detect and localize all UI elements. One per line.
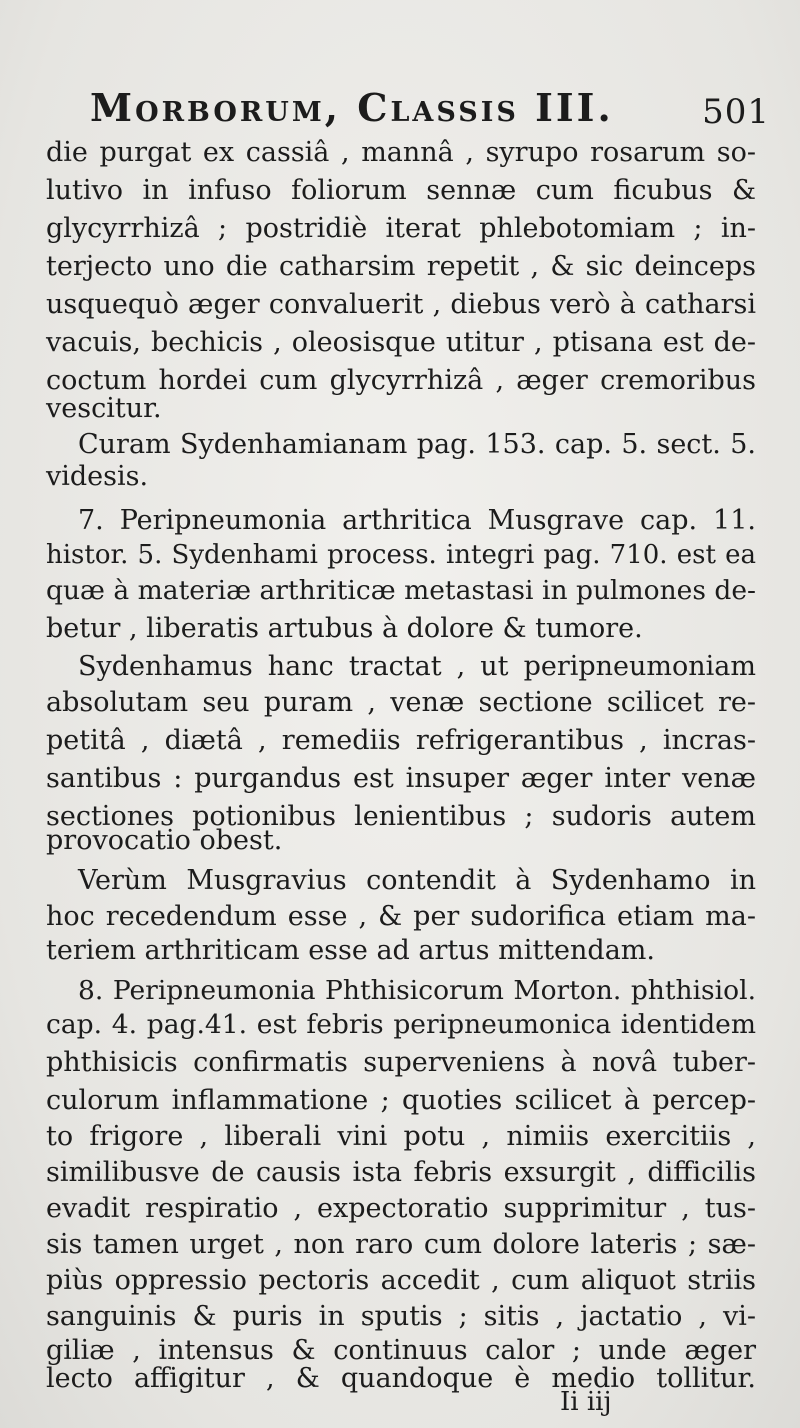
text-line: evadit respiratio , expectoratio supprimitur , tus- xyxy=(46,1193,756,1224)
text-line: santibus : purgandus est insuper æger inter venæ xyxy=(46,763,756,794)
text-line: 7. Peripneumonia arthritica Musgrave cap. 11. xyxy=(78,505,756,536)
text-line: betur , liberatis artubus à dolore & tumore. xyxy=(46,613,643,644)
text-line: die purgat ex cassiâ , mannâ , syrupo rosarum so- xyxy=(46,137,756,168)
text-line: vacuis, bechicis , oleosisque utitur , ptisana est de- xyxy=(46,327,756,358)
text-line: 8. Peripneumonia Phthisicorum Morton. phthisiol. xyxy=(78,975,756,1006)
text-line: similibusve de causis ista febris exsurgit , difficilis xyxy=(46,1157,756,1188)
running-header xyxy=(90,80,770,136)
text-line: Verùm Musgravius contendit à Sydenhamo in xyxy=(78,865,756,896)
text-line: culorum inflammatione ; quoties scilicet à percep- xyxy=(46,1085,756,1116)
text-line: lecto affigitur , & quandoque è medio tollitur. xyxy=(46,1363,756,1394)
text-line: histor. 5. Sydenhami process. integri pag. 710. est ea xyxy=(46,540,756,570)
text-line: sanguinis & puris in sputis ; sitis , jactatio , vi- xyxy=(46,1301,756,1332)
text-line: vescitur. xyxy=(46,393,162,424)
text-line: usquequò æger convaluerit , diebus verò à catharsi xyxy=(46,289,756,320)
text-line: lutivo in infuso foliorum sennæ cum ficubus & xyxy=(46,175,756,206)
signature-mark: Ii iij xyxy=(560,1387,612,1417)
text-line: Curam Sydenhamianam pag. 153. cap. 5. sect. 5. xyxy=(78,429,756,460)
text-line: sis tamen urget , non raro cum dolore lateris ; sæ- xyxy=(46,1229,756,1260)
text-line: videsis. xyxy=(46,461,149,492)
text-line: quæ à materiæ arthriticæ metastasi in pulmones de- xyxy=(46,575,756,606)
text-line: phthisicis confirmatis superveniens à novâ tuber- xyxy=(46,1047,756,1078)
text-line: absolutam seu puram , venæ sectione scilicet re- xyxy=(46,687,756,718)
text-line: cap. 4. pag.41. est febris peripneumonica identidem xyxy=(46,1009,756,1040)
text-line: giliæ , intensus & continuus calor ; unde æger xyxy=(46,1335,756,1366)
text-line: piùs oppressio pectoris accedit , cum aliquot striis xyxy=(46,1265,756,1296)
text-line: provocatio obest. xyxy=(46,825,283,856)
text-line: petitâ , diætâ , remediis refrigerantibus , incras- xyxy=(46,725,756,756)
running-title: Morborum, Classis III. xyxy=(90,85,614,130)
page-number: 501 xyxy=(702,92,770,132)
text-line: hoc recedendum esse , & per sudorifica etiam ma- xyxy=(46,901,756,932)
text-line: teriem arthriticam esse ad artus mittendam. xyxy=(46,935,655,966)
text-line: coctum hordei cum glycyrrhizâ , æger cremoribus xyxy=(46,365,756,396)
text-line: sectiones potionibus lenientibus ; sudoris autem xyxy=(46,801,756,832)
text-line: Sydenhamus hanc tractat , ut peripneumoniam xyxy=(78,651,756,682)
text-line: terjecto uno die catharsim repetit , & sic deinceps xyxy=(46,251,756,282)
text-line: to frigore , liberali vini potu , nimiis exercitiis , xyxy=(46,1121,756,1152)
text-line: glycyrrhizâ ; postridiè iterat phlebotomiam ; in- xyxy=(46,213,756,244)
